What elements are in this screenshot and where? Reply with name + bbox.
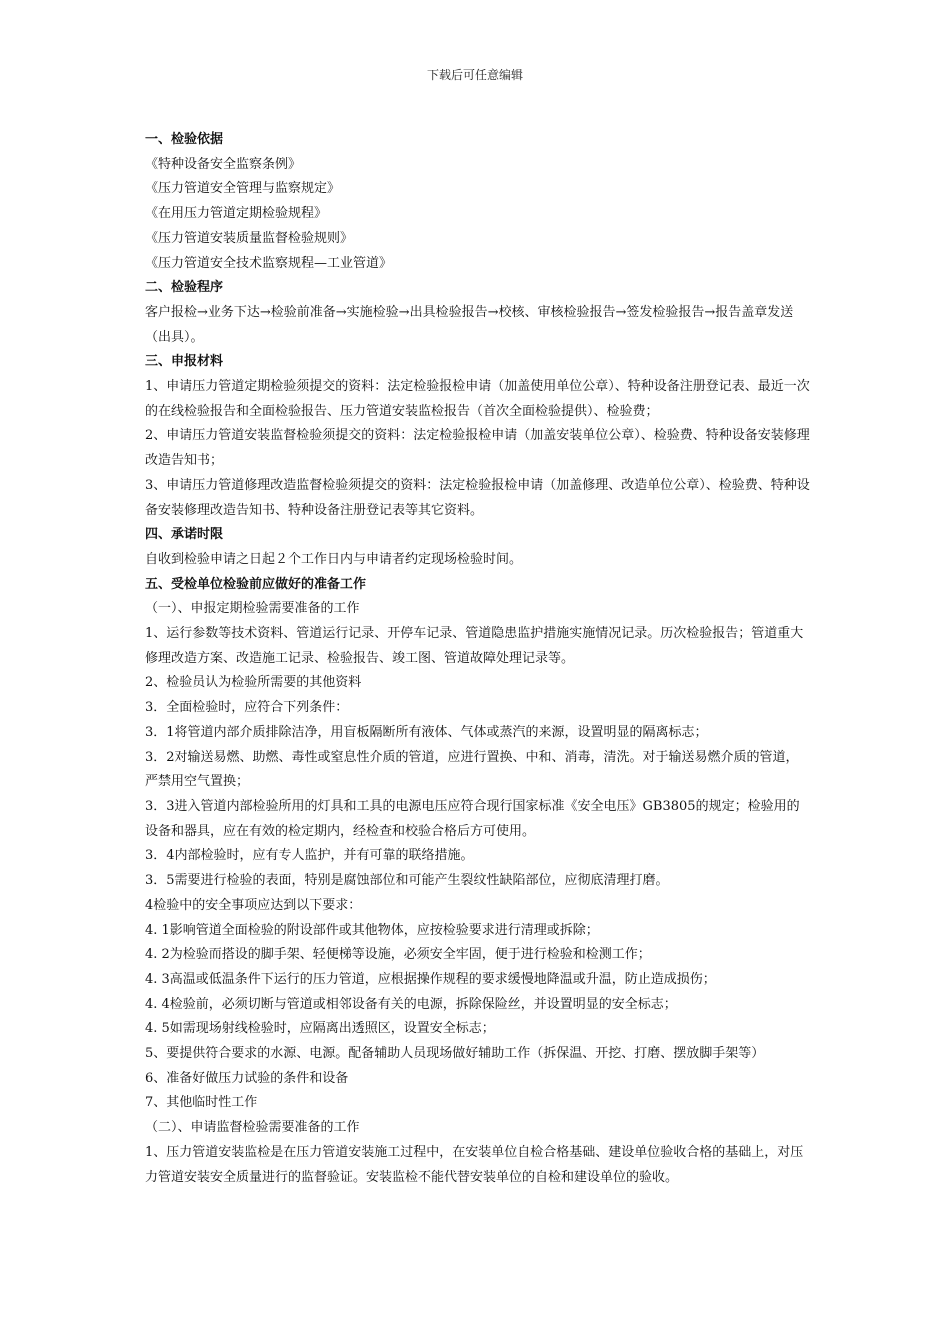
paragraph: 1、申请压力管道定期检验须提交的资料：法定检验报检申请（加盖使用单位公章）、特种设备注册登记表、最近一次的在线检验报告和全面检验报告、压力管道安装监检报告（首次全面检验提供）、检验费； — [145, 379, 810, 419]
paragraph: 5、要提供符合要求的水源、电源。配备辅助人员现场做好辅助工作（拆保温、开挖、打磨、摆放脚手架等） — [145, 1046, 765, 1062]
paragraph: 4. 5如需现场射线检验时，应隔离出透照区，设置安全标志； — [145, 1021, 495, 1037]
paragraph: 2、申请压力管道安装监督检验须提交的资料：法定检验报检申请（加盖安装单位公章）、检验费、特种设备安装修理改造告知书； — [145, 428, 810, 469]
section-heading: 一、检验依据 — [145, 132, 224, 147]
paragraph: 《压力管道安全管理与监察规定》 — [145, 181, 341, 197]
paragraph: 4. 4检验前，必须切断与管道或相邻设备有关的电源，拆除保险丝，并设置明显的安全标志； — [145, 996, 677, 1012]
page-header: 下载后可任意编辑 — [426, 68, 523, 82]
paragraph: 3．2对输送易燃、助燃、毒性或窒息性介质的管道，应进行置换、中和、消毒，清洗。对于输送易燃介质的管道，严禁用空气置换； — [145, 749, 799, 790]
paragraph: 2、检验员认为检验所需要的其他资料 — [145, 675, 362, 691]
section-heading: 三、申报材料 — [145, 354, 224, 370]
paragraph: 3．全面检验时，应符合下列条件： — [145, 700, 349, 716]
section-heading: 五、受检单位检验前应做好的准备工作 — [145, 576, 367, 592]
section-heading: 四、承诺时限 — [145, 527, 224, 543]
paragraph: 4. 1影响管道全面检验的附设部件或其他物体，应按检验要求进行清理或拆除； — [145, 922, 599, 938]
paragraph: 3、申请压力管道修理改造监督检验须提交的资料：法定检验报检申请（加盖修理、改造单位公章）、检验费、特种设备安装修理改造告知书、特种设备注册登记表等其它资料。 — [145, 477, 810, 518]
paragraph: 1、运行参数等技术资料、管道运行记录、开停车记录、管道隐患监护措施实施情况记录。历次检验报告；管道重大修理改造方案、改造施工记录、检验报告、竣工图、管道故障处理记录等。 — [145, 626, 804, 666]
paragraph: （二）、申请监督检验需要准备的工作 — [145, 1120, 360, 1136]
document-body — [145, 128, 810, 1190]
paragraph: 3．3进入管道内部检验所用的灯具和工具的电源电压应符合现行国家标准《安全电压》GB3805的规定；检验用的设备和器具，应在有效的检定期内，经检查和校验合格后方可使用。 — [145, 798, 800, 839]
section-heading: 二、检验程序 — [145, 280, 224, 296]
paragraph: 1、压力管道安装监检是在压力管道安装施工过程中，在安装单位自检合格基础、建设单位验收合格的基础上，对压力管道安装安全质量进行的监督验证。安装监检不能代替安装单位的自检和建设单位的验收。 — [145, 1144, 804, 1185]
paragraph: 自收到检验申请之日起２个工作日内与申请者约定现场检验时间。 — [145, 551, 523, 567]
paragraph: 客户报检→业务下达→检验前准备→实施检验→出具检验报告→校核、审核检验报告→签发检验报告→报告盖章发送（出具）。 — [145, 304, 794, 345]
paragraph: 7、其他临时性工作 — [145, 1095, 258, 1111]
paragraph: 3．5需要进行检验的表面，特别是腐蚀部位和可能产生裂纹性缺陷部位，应彻底清理打磨。 — [145, 873, 669, 889]
paragraph: 《特种设备安全监察条例》 — [145, 156, 302, 172]
paragraph: 6、准备好做压力试验的条件和设备 — [145, 1070, 349, 1086]
paragraph: 4. 3高温或低温条件下运行的压力管道，应根据操作规程的要求缓慢地降温或升温，防止造成损伤； — [145, 971, 716, 987]
paragraph: 3．1将管道内部介质排除洁净，用盲板隔断所有液体、气体或蒸汽的来源，设置明显的隔离标志； — [145, 724, 708, 740]
paragraph: 《压力管道安装质量监督检验规则》 — [145, 230, 354, 246]
paragraph: 4检验中的安全事项应达到以下要求： — [145, 897, 362, 913]
paragraph: 《压力管道安全技术监察规程—工业管道》 — [145, 255, 393, 271]
paragraph: 4. 2为检验而搭设的脚手架、轻便梯等设施，必须安全牢固，便于进行检验和检测工作； — [145, 947, 651, 963]
paragraph: （一）、申报定期检验需要准备的工作 — [145, 601, 360, 617]
paragraph: 《在用压力管道定期检验规程》 — [145, 206, 328, 222]
paragraph: 3．4内部检验时，应有专人监护，并有可靠的联络措施。 — [145, 848, 474, 864]
